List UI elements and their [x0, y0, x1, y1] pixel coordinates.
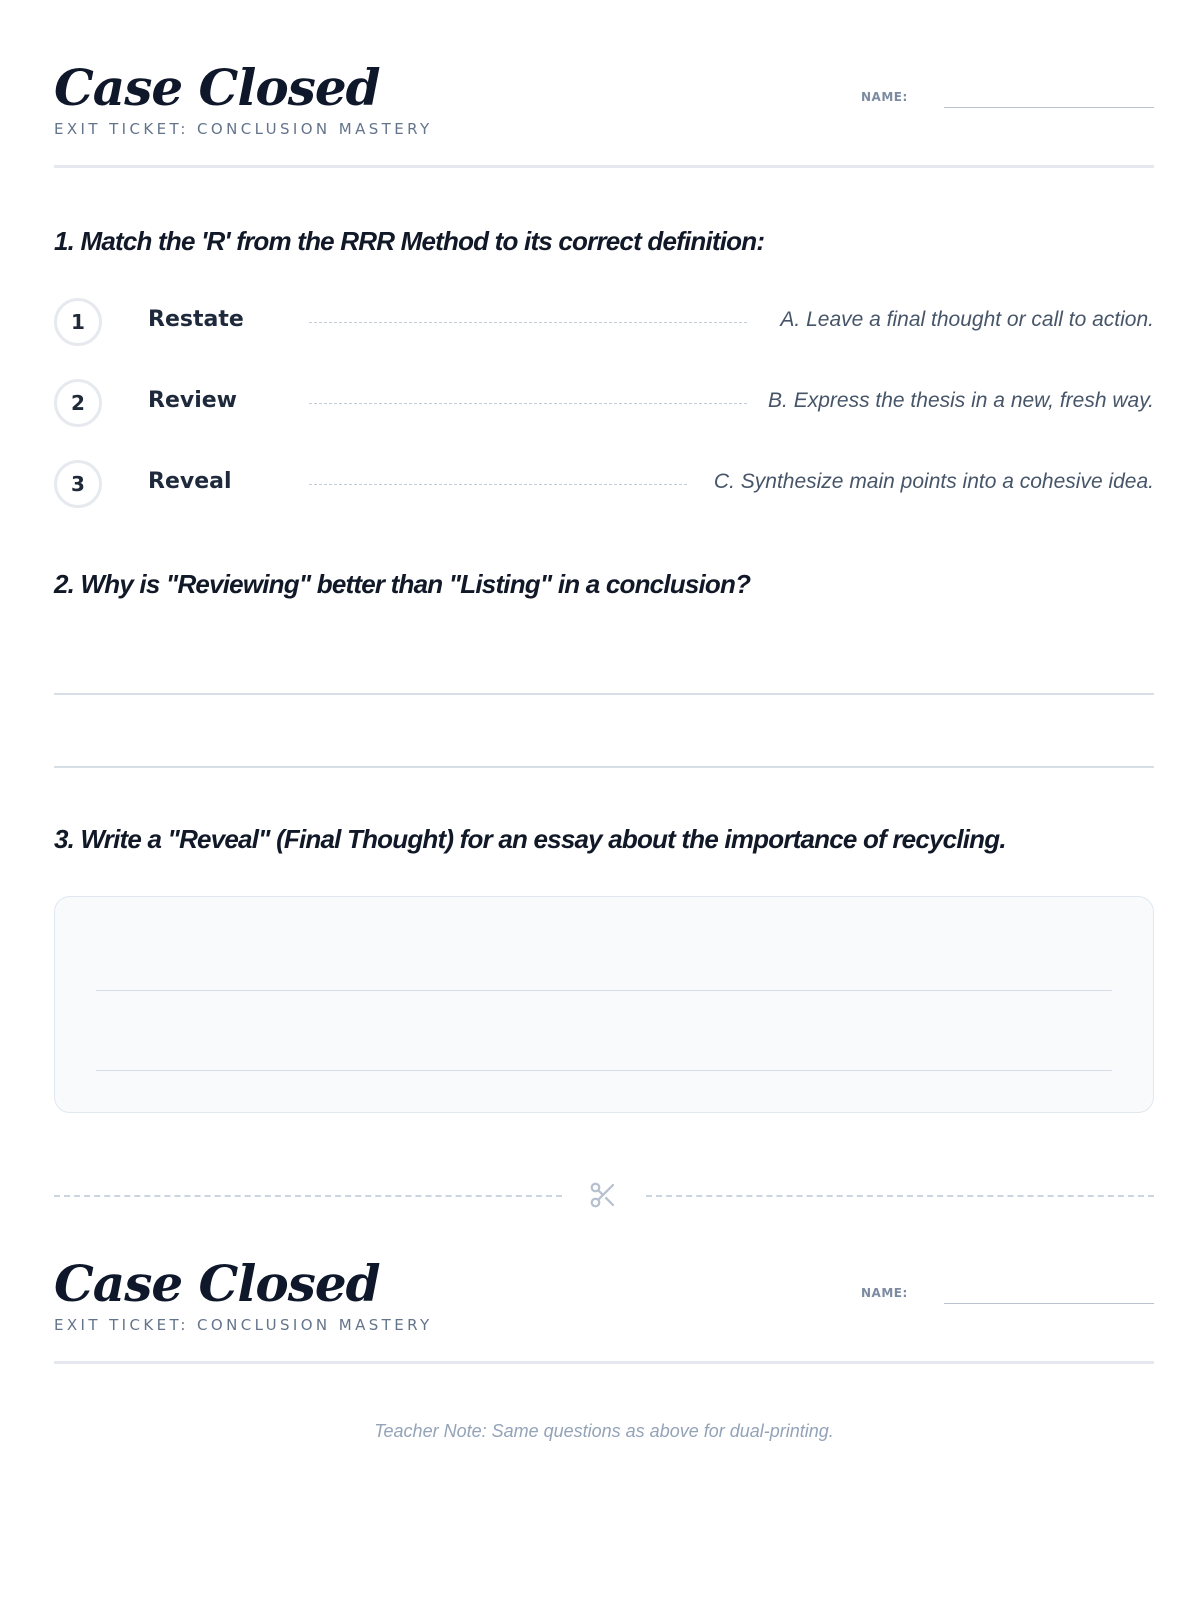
match-term: Review — [148, 388, 237, 413]
question-2-prompt: 2. Why is "Reviewing" better than "Listing" in a conclusion? — [54, 569, 751, 599]
number-badge: 2 — [54, 379, 102, 427]
match-term: Reveal — [148, 469, 232, 494]
answer-box[interactable] — [54, 896, 1154, 1113]
ticket-title: Case Closed — [54, 1254, 380, 1313]
question-3-prompt: 3. Write a "Reveal" (Final Thought) for an essay about the importance of recycling. — [54, 824, 1006, 854]
answer-line[interactable] — [54, 766, 1154, 768]
teacher-note: Teacher Note: Same questions as above for dual-printing. — [374, 1421, 834, 1441]
answer-box-line — [96, 990, 1112, 991]
number-badge: 1 — [54, 298, 102, 346]
ticket-title: Case Closed — [54, 58, 380, 117]
header-divider — [54, 165, 1154, 168]
ticket-subtitle: EXIT TICKET: CONCLUSION MASTERY — [54, 120, 433, 138]
match-term: Restate — [148, 307, 244, 332]
match-row — [54, 379, 1154, 433]
ticket-subtitle: EXIT TICKET: CONCLUSION MASTERY — [54, 1316, 433, 1334]
scissors-icon — [588, 1180, 618, 1210]
match-definition: B. Express the thesis in a new, fresh way. — [768, 389, 1154, 412]
match-definition: A. Leave a final thought or call to action. — [780, 308, 1154, 331]
answer-box-line — [96, 1070, 1112, 1071]
number-badge: 3 — [54, 460, 102, 508]
name-field[interactable] — [944, 1303, 1154, 1304]
exit-ticket-page — [54, 0, 1154, 1600]
cut-line-right — [646, 1195, 1154, 1197]
cut-line-left — [54, 1195, 562, 1197]
match-row — [54, 460, 1154, 514]
question-1-prompt: 1. Match the 'R' from the RRR Method to its correct definition: — [54, 226, 765, 256]
name-label: NAME: — [861, 90, 908, 104]
match-connector[interactable] — [309, 484, 687, 485]
answer-line[interactable] — [54, 693, 1154, 695]
match-row — [54, 298, 1154, 352]
header-divider — [54, 1361, 1154, 1364]
name-label: NAME: — [861, 1286, 908, 1300]
match-definition: C. Synthesize main points into a cohesive idea. — [713, 470, 1154, 493]
name-field[interactable] — [944, 107, 1154, 108]
match-connector[interactable] — [309, 403, 747, 404]
match-connector[interactable] — [309, 322, 747, 323]
